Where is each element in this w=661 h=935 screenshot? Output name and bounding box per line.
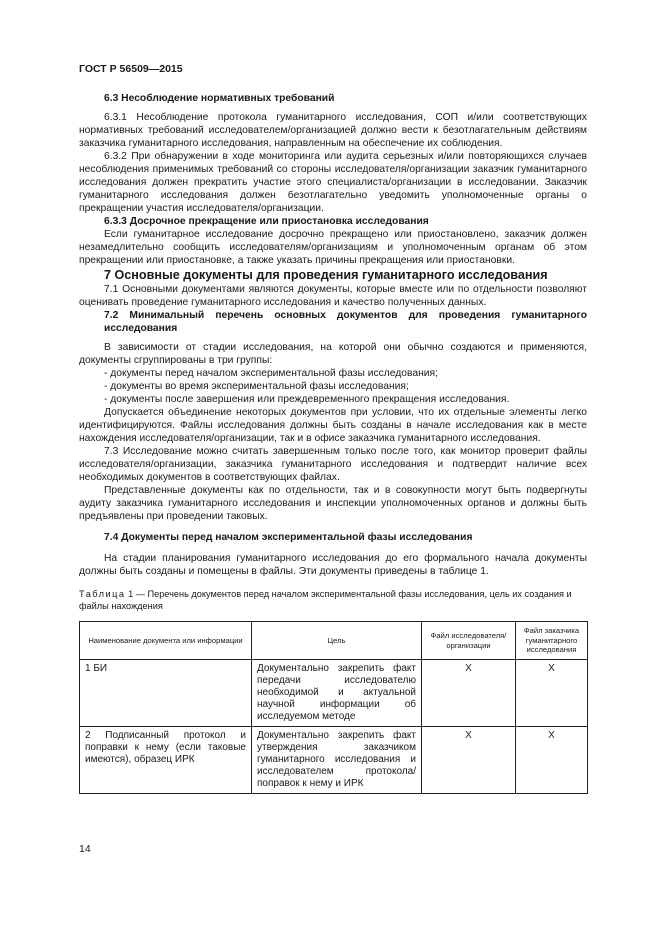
- list-item: - документы перед началом экспериментальной фазы исследования;: [104, 368, 438, 379]
- table-row: [80, 727, 588, 794]
- section-6-3-title: 6.3 Несоблюдение нормативных требований: [104, 93, 335, 104]
- paragraph-6-3-2: 6.3.2 При обнаружении в ходе мониторинга или аудита серьезных и/или повторяющихся случаев несоблюдения применимых требований со стороны исследователя/организации заказчик гуманитарного исследования должен прекратить участие этого специалиста/организации в исследовании. Заказчик гуманитарного исследования должен безотлагательно уведомить уполномоченные органы о прекращении участия исследователя/организации.: [79, 151, 587, 214]
- section-7-title: 7 Основные документы для проведения гуманитарного исследования: [104, 268, 548, 282]
- column-header: Файл исследователя/организации: [422, 622, 516, 660]
- column-header: Цель: [252, 622, 422, 660]
- section-7-2-title: 7.2 Минимальный перечень основных документов для проведения гуманитарного исследования: [104, 310, 587, 334]
- paragraph-7-4: На стадии планирования гуманитарного исследования до его формального начала документы должны быть созданы и помещены в файлы. Эти документы приведены в таблице 1.: [79, 553, 587, 577]
- paragraph-7-3: 7.3 Исследование можно считать завершенным только после того, как монитор проверит файлы исследователя/организации, заказчика гуманитарного исследования и подтвердит наличие всех необходимых документов в соответствующих файлах.: [79, 446, 587, 483]
- page-number: 14: [79, 843, 91, 855]
- table-caption-text: 1 — Перечень документов перед началом экспериментальной фазы исследования, цель их создания и файлы нахождения: [79, 589, 572, 611]
- paragraph-6-3-1: 6.3.1 Несоблюдение протокола гуманитарного исследования, СОП и/или соответствующих нормативных требований исследователем/организацией должно вести к безотлагательным действиям заказчика гуманитарного исследования, направленным на обеспечение их соблюдения.: [79, 112, 587, 149]
- table-caption: [79, 588, 587, 612]
- subsection-6-3-3-title: 6.3.3 Досрочное прекращение или приостановка исследования: [104, 216, 429, 227]
- section-7-4-title: 7.4 Документы перед началом экспериментальной фазы исследования: [104, 532, 473, 543]
- table-header-row: [80, 622, 588, 660]
- paragraph-6-3-3: Если гуманитарное исследование досрочно прекращено или приостановлено, заказчик должен незамедлительно сообщить исследователям/организациям и уполномоченным органам об этом прекращении или приостановке, а также указать причины прекращения или приостановки.: [79, 229, 587, 266]
- paragraph-7-2-intro: В зависимости от стадии исследования, на которой они обычно создаются и применяются, документы сгруппированы в три группы:: [79, 342, 587, 366]
- table-cell-purpose: Документально закрепить факт передачи исследователю необходимой и актуальной научной информации об исследуемом методе: [252, 660, 422, 727]
- table-caption-label: Таблица: [79, 589, 126, 599]
- paragraph-7-2-b: Допускается объединение некоторых документов при условии, что их отдельные элементы легко идентифицируются. Файлы исследования должны быть созданы в начале исследования как в месте нахождения исследователя/организации, так и в офисе заказчика гуманитарного исследования.: [79, 407, 587, 444]
- table-row: [80, 660, 588, 727]
- page-content: [79, 92, 587, 794]
- paragraph-7-3-b: Представленные документы как по отдельности, так и в совокупности могут быть подвергнуты аудиту заказчика гуманитарного исследования и инспекции уполномоченных органов и должны быть предъявлены при проведении таковых.: [79, 485, 587, 522]
- table-cell-investigator-file: Х: [422, 727, 516, 794]
- column-header: Наименование документа или информации: [80, 622, 252, 660]
- list-item: - документы после завершения или преждевременного прекращения исследования.: [104, 394, 510, 405]
- table-cell-name: 2 Подписанный протокол и поправки к нему (если таковые имеются), образец ИРК: [80, 727, 252, 794]
- column-header: Файл заказчика гуманитарного исследования: [516, 622, 588, 660]
- document-code: ГОСТ Р 56509—2015: [79, 63, 183, 75]
- table-cell-purpose: Документально закрепить факт утверждения заказчиком гуманитарного исследования и исследователем протокола/поправок к нему и ИРК: [252, 727, 422, 794]
- table-cell-investigator-file: Х: [422, 660, 516, 727]
- table-cell-sponsor-file: Х: [516, 660, 588, 727]
- table-cell-sponsor-file: Х: [516, 727, 588, 794]
- documents-table: [79, 621, 588, 794]
- paragraph-7-1: 7.1 Основными документами являются документы, которые вместе или по отдельности позволяют оценивать проведение гуманитарного исследования и качество полученных данных.: [79, 284, 587, 308]
- list-item: - документы во время экспериментальной фазы исследования;: [104, 381, 409, 392]
- table-cell-name: 1 БИ: [80, 660, 252, 727]
